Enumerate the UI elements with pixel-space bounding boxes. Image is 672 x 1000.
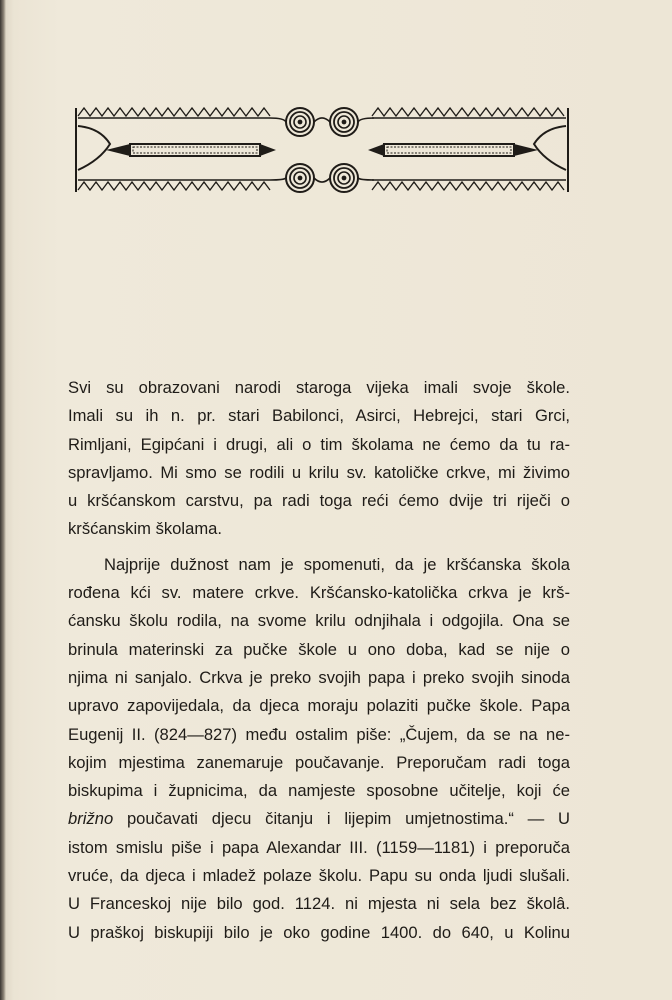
text-line: U praškoj biskupiji bilo je oko godine 1400. do 640, u Kolinu	[68, 922, 570, 942]
text-line: Najprije dužnost nam je spomenuti, da je kršćanska škola	[104, 554, 570, 574]
text-line: Rimljani, Egipćani i drugi, ali o tim školama ne ćemo da tu ra-	[68, 434, 570, 454]
text-line: rođena kći sv. matere crkve. Kršćansko-katolička crkva je krš-	[68, 583, 570, 603]
paragraph-1	[68, 374, 570, 544]
text-line: Imali su ih n. pr. stari Babilonci, Asirci, Hebrejci, stari Grci,	[68, 406, 570, 426]
text-line: Eugenij II. (824—827) među ostalim piše: „Čujem, da se na ne-	[68, 724, 570, 744]
text-line: vruće, da djeca i mladež polaze školu. Papu su onda ljudi slušali.	[68, 866, 570, 886]
text-line: ćansku školu rodila, na svome krilu odnjihala i odgojila. Ona se	[68, 611, 570, 631]
text-line: spravljamo. Mi smo se rodili u krilu sv. katoličke crkve, mi živimo	[68, 462, 570, 482]
decorative-header-ornament	[70, 104, 574, 196]
text-line: upravo zapovijedala, da djeca moraju polaziti pučke škole. Papa	[68, 696, 570, 716]
text-line: brinula materinski za pučke škole u ono doba, kad se nije o	[68, 639, 570, 659]
text-line: u kršćanskom carstvu, pa radi toga reći ćemo dvije tri riječi o	[68, 491, 570, 511]
body-text	[68, 374, 570, 947]
text-line: kršćanskim školama.	[68, 519, 222, 539]
text-line: Svi su obrazovani narodi staroga vijeka imali svoje škole.	[68, 378, 570, 397]
paragraph-2	[68, 551, 570, 947]
text-line: istom smislu piše i papa Alexandar III. (1159—1181) i preporuča	[68, 837, 570, 857]
page-edge-shadow	[0, 0, 6, 1000]
text-line: U Franceskoj nije bilo god. 1124. ni mjesta ni sela bez školâ.	[68, 894, 570, 914]
text-line: kojim mjestima zanemaruje poučavanje. Preporučam radi toga	[68, 752, 570, 772]
text-line	[68, 805, 570, 833]
emphasized-word: brižno	[68, 809, 114, 829]
text-line: biskupima i župnicima, da namjeste sposobne učitelje, koji će	[68, 781, 570, 801]
text-line-rest: poučavati djecu čitanju i lijepim umjetnostima.“ — U	[113, 809, 570, 829]
text-line: njima ni sanjalo. Crkva je preko svojih papa i preko svojih sinoda	[68, 667, 570, 687]
